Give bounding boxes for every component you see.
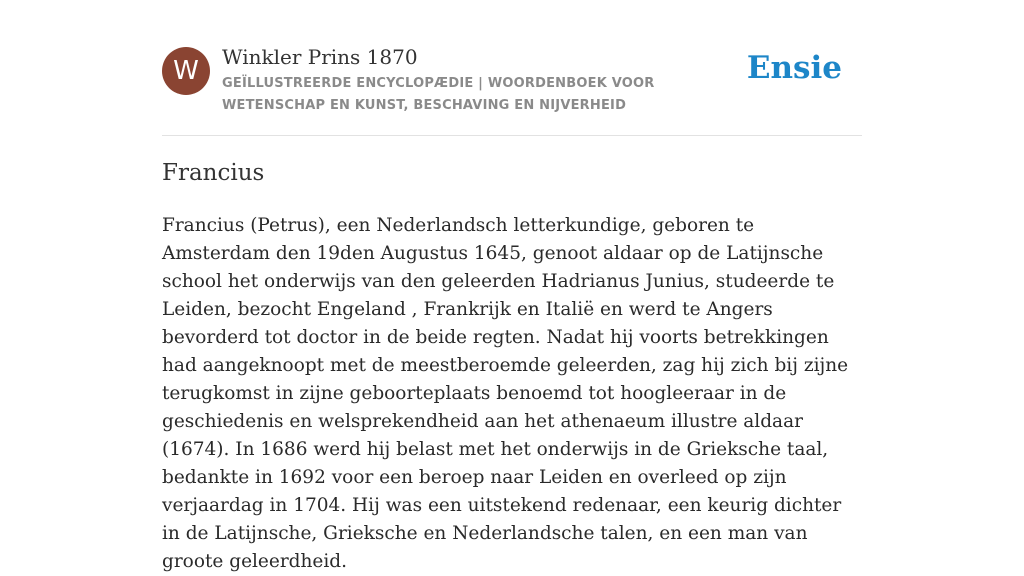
entry-title: Francius xyxy=(162,160,265,186)
source-avatar[interactable]: W xyxy=(162,47,210,95)
source-title[interactable]: Winkler Prins 1870 xyxy=(222,45,418,69)
entry-body: Francius (Petrus), een Nederlandsch letterkundige, geboren te Amsterdam den 19den Augustus 1645, genoot aldaar op de Latijnsche school het onderwijs van den geleerden Hadrianus Junius, studeerde te Leiden, bezocht Engeland , Frankrijk en Italië en werd te Angers bevorderd tot doctor in de beide regten. Nadat hij voorts betrekkingen had aangeknoopt met de meestberoemde geleerden, zag hij zich bij zijne terugkomst in zijne geboorteplaats benoemd tot hoogleeraar in de geschiedenis en welsprekendheid aan het athenaeum illustre aldaar (1674). In 1686 werd hij belast met het onderwijs in de Grieksche taal, bedankte in 1692 voor een beroep naar Leiden en overleed op zijn verjaardag in 1704. Hij was een uitstekend redenaar, een keurig dichter in de Latijnsche, Grieksche en Nederlandsche talen, en een man van groote geleerdheid. xyxy=(162,215,849,572)
source-header xyxy=(162,0,862,136)
page-container xyxy=(162,0,862,572)
ensie-logo[interactable]: Ensie xyxy=(746,50,842,86)
source-subtitle: GEÏLLUSTREERDE ENCYCLOPÆDIE | WOORDENBOEK VOOR WETENSCHAP EN KUNST, BESCHAVING EN NIJVERHEID xyxy=(222,76,655,113)
